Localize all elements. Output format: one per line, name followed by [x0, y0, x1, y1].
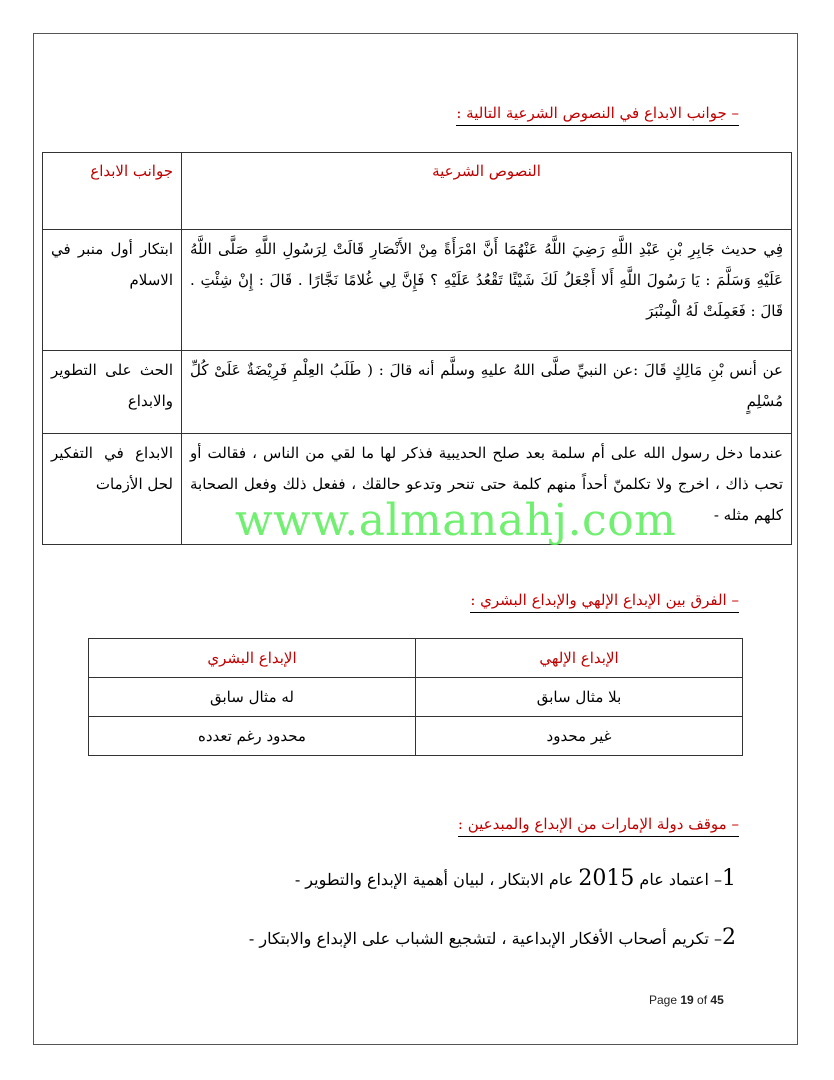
watermark: www.almanahj.com	[235, 495, 677, 546]
header-aspects: جوانب الابداع	[43, 153, 182, 230]
table-header-row	[43, 153, 792, 230]
table-row	[89, 678, 743, 717]
header-divine: الإبداع الإلهي	[416, 639, 743, 678]
row-aspect: الحث على التطوير والابداع	[43, 351, 182, 434]
row-aspect: الابداع في التفكير لحل الأزمات	[43, 434, 182, 545]
table-row	[89, 717, 743, 756]
cell-human: له مثال سابق	[89, 678, 416, 717]
header-texts: النصوص الشرعية	[182, 153, 792, 230]
footer-prefix: Page	[649, 993, 681, 1007]
point-text-pre: – اعتماد عام	[634, 870, 722, 889]
difference-table	[88, 638, 743, 756]
table-header-row	[89, 639, 743, 678]
list-item	[249, 925, 736, 950]
point-text-post: عام الابتكار ، لبيان أهمية الإبداع والتطوير -	[294, 870, 579, 889]
table-row	[43, 351, 792, 434]
row-aspect: ابتكار أول منبر في الاسلام	[43, 230, 182, 351]
footer-current-page: 19	[680, 993, 694, 1007]
cell-divine: بلا مثال سابق	[416, 678, 743, 717]
heading-uae-stance: – موقف دولة الإمارات من الإبداع والمبدعين :	[458, 815, 739, 837]
cell-human: محدود رغم تعدده	[89, 717, 416, 756]
footer-total-pages: 45	[710, 993, 724, 1007]
point-number: 2	[722, 925, 736, 950]
row-text: عندما دخل رسول الله على أم سلمة بعد صلح الحديبية فذكر لها ما لقي من الناس ، فقالت أو تحب ذاك ، اخرج ولا تكلمنّ أحداً منهم كلمة حتى تنحر وتدعو حالقك ، ففعل ذلك وفعل الصحابة كلهم مثله -	[182, 434, 792, 545]
heading-shariah-texts: – جوانب الابداع في النصوص الشرعية التالية :	[456, 104, 739, 126]
list-item	[295, 866, 736, 891]
row-text: فِي حديث جَابِرِ بْنِ عَبْدِ اللَّهِ رَضِيَ اللَّهُ عَنْهُمَا أَنَّ امْرَأَةً مِنْ الأَنْصَارِ قَالَتْ لِرَسُولِ اللَّهِ صَلَّى اللَّهُ عَلَيْهِ وَسَلَّمَ : يَا رَسُولَ اللَّهِ أَلا أَجْعَلُ لَكَ شَيْئًا تَقْعُدُ عَلَيْهِ ؟ فَإِنَّ لِي غُلامًا نَجَّارًا . قَالَ : إِنْ شِئْتِ . قَالَ : فَعَمِلَتْ لَهُ الْمِنْبَرَ	[182, 230, 792, 351]
heading-difference: – الفرق بين الإبداع الإلهي والإبداع البشري :	[470, 591, 739, 613]
page-footer	[649, 993, 724, 1007]
point-number: 1	[722, 866, 736, 891]
footer-of: of	[693, 993, 711, 1007]
header-human: الإبداع البشري	[89, 639, 416, 678]
shariah-texts-table	[42, 152, 792, 545]
point-year: 2015	[578, 866, 635, 891]
row-text: عن أنس بْنِ مَالِكٍ قَالَ :عن النبيِّ صلَّى اللهُ عليهِ وسلَّم أنه قالَ : ( طَلَبُ العِلْمِ فَرِيْضَةٌ عَلَىْ كُلِّ مُسْلِمٍ	[182, 351, 792, 434]
table-row	[43, 230, 792, 351]
cell-divine: غير محدود	[416, 717, 743, 756]
point-text: – تكريم أصحاب الأفكار الإبداعية ، لتشجيع الشباب على الإبداع والابتكار -	[248, 929, 722, 948]
